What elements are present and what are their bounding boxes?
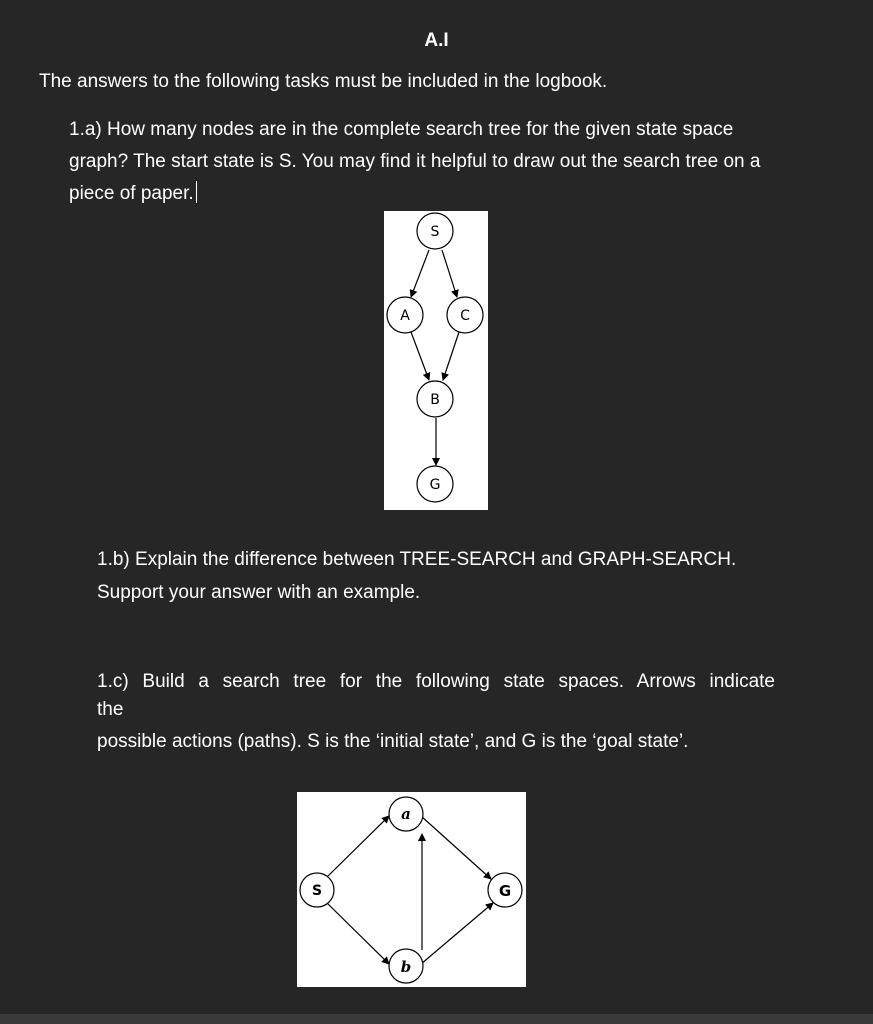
edge-c-b [443,332,459,380]
node-a-label: A [400,308,410,324]
task-1a-text: 1.a) How many nodes are in the complete search tree for the given state space graph? The start state is S. You may find it helpful to draw out the search tree on a piece of paper. [69,119,761,204]
node-b [389,949,423,983]
edge-s-a [411,250,429,297]
node-s-label: S [430,224,440,240]
node-c-label: C [460,308,470,324]
edge-s-a [326,816,389,878]
text-cursor [196,181,197,203]
task-1b-line1: 1.b) Explain the difference between TREE-SEARCH and GRAPH-SEARCH. [97,549,737,570]
node-b-label: B [430,392,440,408]
document-heading: A.I [424,30,449,51]
node-g [488,873,522,907]
edge-a-g [421,816,491,879]
task-1c-line1: 1.c) Build a search tree for the following state spaces. Arrows indicate [97,671,775,692]
node-g [417,466,453,502]
task-1c-line3: possible actions (paths). S is the ‘initial state’, and G is the ‘goal state’. [97,731,689,752]
task-1b [97,543,797,609]
bottom-strip [0,1014,873,1024]
edge-b-g [421,903,493,964]
node-b [417,381,453,417]
intro-text: The answers to the following tasks must be included in the logbook. [39,71,608,92]
graph-1-svg [384,211,488,510]
node-g-label: G [429,477,441,493]
task-1a[interactable] [69,114,789,210]
edge-s-b [326,902,389,964]
graph-2-svg [297,792,526,987]
node-b-label: b [400,958,412,976]
node-a [389,797,423,831]
node-s-label: S [311,883,323,899]
node-s [417,213,453,249]
edge-a-b [411,332,429,380]
edge-s-c [442,250,457,297]
node-a [387,297,423,333]
node-a-label: a [401,805,411,823]
node-g-label: G [498,882,512,900]
state-space-graph-1 [384,211,488,510]
task-1b-line2: Support your answer with an example. [97,582,421,603]
task-1c-line2: the [97,699,124,720]
node-s [300,873,334,907]
state-space-graph-2 [297,792,526,987]
node-c [447,297,483,333]
task-1c [97,668,775,756]
